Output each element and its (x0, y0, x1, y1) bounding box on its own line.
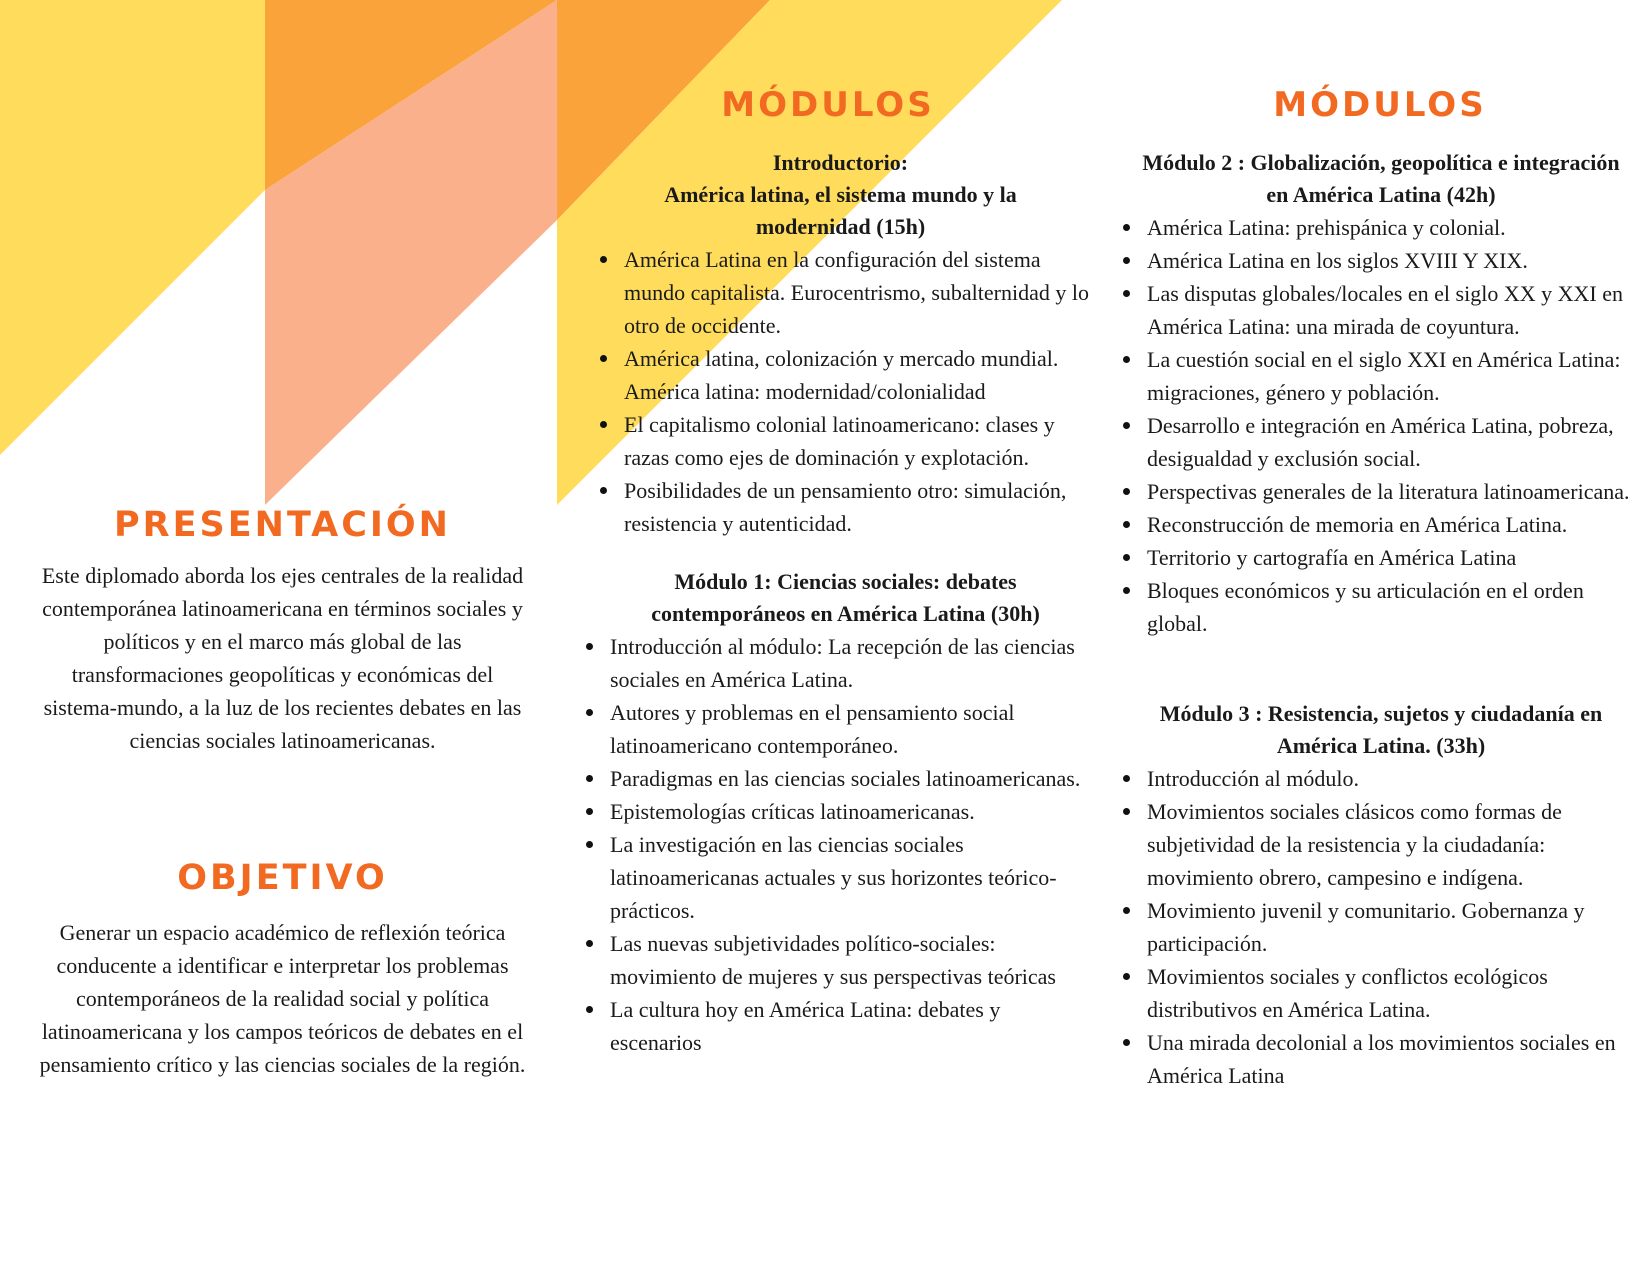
modulo2-section (1115, 147, 1647, 640)
modulo3-section (1115, 698, 1647, 1092)
list-item: Autores y problemas en el pensamiento social latinoamericano contemporáneo. (578, 696, 1093, 762)
modulos-heading-left: MÓDULOS (721, 85, 935, 125)
list-item: América latina, colonización y mercado mundial. América latina: modernidad/colonialidad (592, 342, 1103, 408)
list-item: América Latina: prehispánica y colonial. (1115, 211, 1641, 244)
introductorio-title-line2: América latina, el sistema mundo y la modernidad (15h) (664, 182, 1017, 239)
list-item: América Latina en la configuración del sistema mundo capitalista. Eurocentrismo, subalternidad y lo otro de occidente. (592, 243, 1103, 342)
list-item: La cultura hoy en América Latina: debates y escenarios (578, 993, 1093, 1059)
list-item: La investigación en las ciencias sociales latinoamericanas actuales y sus horizontes teórico-prácticos. (578, 828, 1093, 927)
list-item: Movimiento juvenil y comunitario. Gobernanza y participación. (1115, 894, 1641, 960)
list-item: El capitalismo colonial latinoamericano: clases y razas como ejes de dominación y explotación. (592, 408, 1103, 474)
presentacion-heading: PRESENTACIÓN (114, 505, 451, 545)
list-item: Una mirada decolonial a los movimientos sociales en América Latina (1115, 1026, 1641, 1092)
list-item: Movimientos sociales y conflictos ecológicos distributivos en América Latina. (1115, 960, 1641, 1026)
introductorio-section (568, 147, 1113, 540)
introductorio-list (592, 243, 1103, 540)
list-item: Introducción al módulo. (1115, 762, 1641, 795)
introductorio-title-line1: Introductorio: (772, 150, 909, 175)
modulos-heading-right: MÓDULOS (1273, 85, 1487, 125)
yellow-triangle-left (0, 0, 265, 455)
list-item: Territorio y cartografía en América Latina (1115, 541, 1641, 574)
modulo3-list (1115, 762, 1647, 1092)
panel-modulos-1 (568, 85, 1113, 1059)
panel-presentacion (30, 505, 535, 757)
objetivo-text: Generar un espacio académico de reflexión teórica conducente a identificar e interpretar los problemas contemporáneos de la realidad social y política latinoamericana y los campos teóricos de debates en el pensamiento crítico y las ciencias sociales de la región. (39, 920, 526, 1077)
list-item: La cuestión social en el siglo XXI en América Latina: migraciones, género y población. (1115, 343, 1641, 409)
modulo2-list (1115, 211, 1647, 640)
modulo1-section (568, 566, 1113, 1059)
list-item: Perspectivas generales de la literatura latinoamericana. (1115, 475, 1641, 508)
list-item: Posibilidades de un pensamiento otro: simulación, resistencia y autenticidad. (592, 474, 1103, 540)
modulo2-title: Módulo 2 : Globalización, geopolítica e integración en América Latina (42h) (1142, 150, 1620, 207)
list-item: Paradigmas en las ciencias sociales latinoamericanas. (578, 762, 1093, 795)
list-item: Movimientos sociales clásicos como formas de subjetividad de la resistencia y la ciudadanía: movimiento obrero, campesino e indígena. (1115, 795, 1641, 894)
list-item: Introducción al módulo: La recepción de las ciencias sociales en América Latina. (578, 630, 1093, 696)
list-item: América Latina en los siglos XVIII Y XIX. (1115, 244, 1641, 277)
presentacion-text: Este diplomado aborda los ejes centrales de la realidad contemporánea latinoamericana en términos sociales y políticos y en el marco más global de las transformaciones geopolíticas y económicas del sistema-mundo, a la luz de los recientes debates en las ciencias sociales latinoamericanas. (41, 563, 524, 753)
list-item: Epistemologías críticas latinoamericanas. (578, 795, 1093, 828)
modulo1-title: Módulo 1: Ciencias sociales: debates contemporáneos en América Latina (30h) (651, 569, 1040, 626)
panel-objetivo (30, 858, 535, 1081)
list-item: Desarrollo e integración en América Latina, pobreza, desigualdad y exclusión social. (1115, 409, 1641, 475)
list-item: Las nuevas subjetividades político-sociales: movimiento de mujeres y sus perspectivas teóricas (578, 927, 1093, 993)
modulo1-list (578, 630, 1113, 1059)
list-item: Bloques económicos y su articulación en el orden global. (1115, 574, 1641, 640)
modulo3-title: Módulo 3 : Resistencia, sujetos y ciudadanía en América Latina. (33h) (1159, 701, 1603, 758)
objetivo-heading: OBJETIVO (177, 858, 388, 898)
panel-modulos-2 (1115, 85, 1647, 1092)
list-item: Reconstrucción de memoria en América Latina. (1115, 508, 1641, 541)
list-item: Las disputas globales/locales en el siglo XX y XXI en América Latina: una mirada de coyuntura. (1115, 277, 1641, 343)
